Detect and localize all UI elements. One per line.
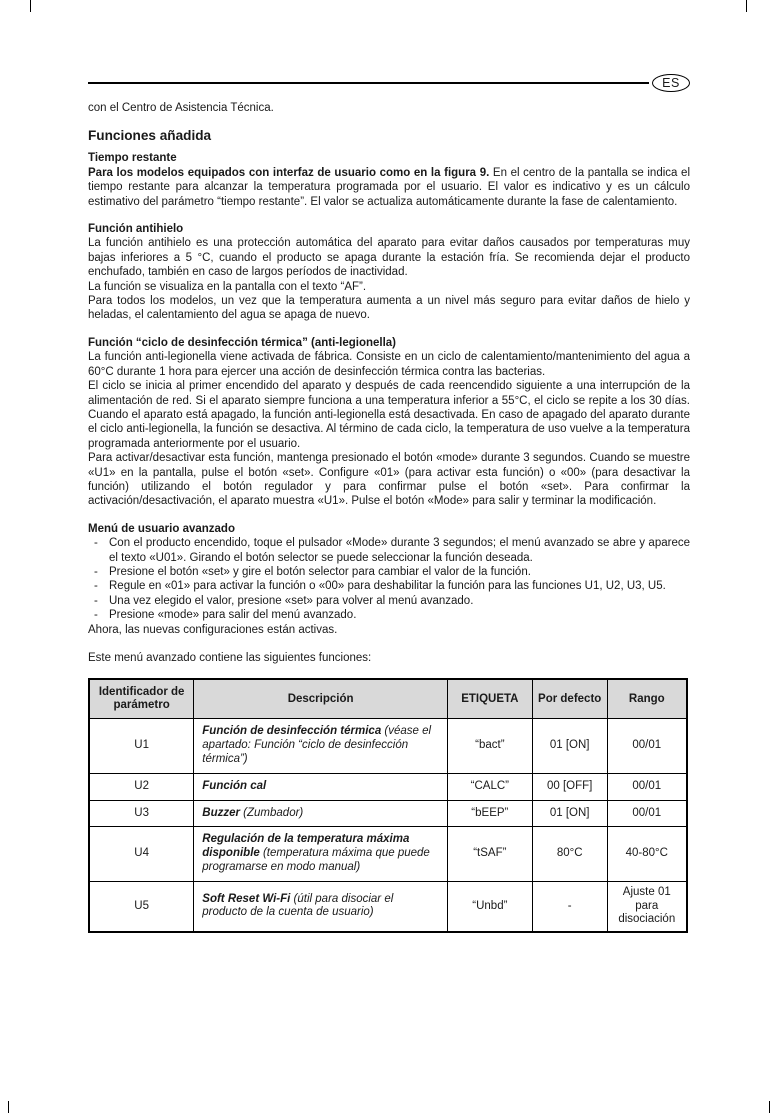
paragraph: La función antihielo es una protección automática del aparato para evitar daños causados por temperaturas muy bajas inferiores a 5 °C, cuando el producto se apaga durante la estación fría. Se recomienda dejar el producto enchufado, también en caso de largos períodos de inactividad.	[88, 237, 690, 279]
paragraph: La función se visualiza en la pantalla con el texto “AF”.	[88, 280, 367, 293]
section-menu-avanzado	[88, 522, 690, 666]
col-header-descripcion: Descripción	[194, 679, 448, 719]
list-item	[88, 579, 690, 593]
list-item-text: Con el producto encendido, toque el pulsador «Mode» durante 3 segundos; el menú avanzado se abre y aparece el texto «U01». Girando el botón selector se puede seleccionar la función deseada.	[109, 537, 690, 564]
description-bold: Función de desinfección térmica	[202, 725, 382, 738]
page-header	[88, 74, 690, 92]
crop-mark-icon	[30, 0, 31, 12]
cell-description	[194, 800, 448, 827]
description-italic	[202, 807, 303, 819]
cell-default: 80°C	[532, 827, 607, 881]
col-header-rango: Rango	[607, 679, 687, 719]
paragraph-lead-bold: Para los modelos equipados con interfaz de usuario como en la figura 9.	[88, 166, 490, 179]
table-header-row	[89, 679, 687, 719]
section-heading-tiempo-restante: Tiempo restante	[88, 152, 177, 165]
paragraph: Para activar/desactivar esta función, mantenga presionado el botón «mode» durante 3 segundos. Cuando se muestre «U1» en la pantalla, pulse el botón «set». Configure «01» (para activar esta función) o «00» (para desactivar la función) utilizando el botón regulador y para confirmar pulse el botón «set». Para confirmar la activación/desactivación, el aparato muestra «U1». Pulse el botón «Mode» para salir y terminar la modificación.	[88, 452, 690, 508]
description-bold: Soft Reset Wi-Fi	[202, 892, 291, 905]
paragraph: Para todos los modelos, un vez que la temperatura aumenta a un nivel más seguro para evitar daños de hielo y heladas, el calentamiento del agua se apaga de nuevo.	[88, 295, 690, 322]
cell-range: Ajuste 01 para disociación	[607, 881, 687, 932]
cell-param-id: U4	[89, 827, 194, 881]
table-row-u5	[89, 881, 687, 932]
header-rule	[88, 82, 649, 83]
description-bold: Función cal	[202, 779, 267, 792]
table-row-u2	[89, 773, 687, 800]
section-anti-legionella	[88, 336, 690, 509]
list-bullet: -	[94, 565, 98, 578]
crop-mark-icon	[746, 0, 747, 12]
cell-description	[194, 719, 448, 773]
section-heading-anti-legionella: Función “ciclo de desinfección térmica” (anti-legionella)	[88, 336, 397, 349]
advanced-menu-table	[88, 678, 688, 933]
description-bold: Regulación de la temperatura máxima disponible	[202, 833, 410, 860]
paragraph: El ciclo se inicia al primer encendido del aparato y después de cada reencendido siguiente a una interrupción de la alimentación de red. Si el aparato siempre funciona a una temperatura inferior a 55°C, el ciclo se repite a los 30 días. Cuando el aparato está apagado, la función anti-legionella está desactivada. En caso de apagado del aparato durante el ciclo anti-legionella, la función se desactiva. Al término de cada ciclo, la temperatura de uso vuelve a la temperatura programada anteriormente por el usuario.	[88, 380, 690, 450]
list-item	[88, 565, 690, 579]
paragraph-lead-rest: En el centro de la pantalla se indica el tiempo restante para alcanzar la temperatura programada por el usuario. El valor es indicativo y es un cálculo estimativo del parámetro “tiempo restante”. El valor se actualiza automáticamente durante la fase de calentamiento.	[88, 166, 690, 208]
description-rest: (temperatura máxima que puede programarse en modo manual)	[202, 847, 430, 873]
cell-default: -	[532, 881, 607, 932]
crop-mark-icon	[8, 1101, 9, 1113]
list-bullet: -	[94, 580, 98, 593]
list-item	[88, 608, 690, 622]
col-header-etiqueta: ETIQUETA	[447, 679, 532, 719]
cell-etiqueta: “bact”	[447, 719, 532, 773]
cell-etiqueta: “CALC”	[447, 773, 532, 800]
cell-param-id: U5	[89, 881, 194, 932]
col-header-identificador: Identificador de parámetro	[89, 679, 194, 719]
col-header-por-defecto: Por defecto	[532, 679, 607, 719]
description-italic	[202, 833, 430, 873]
cell-param-id: U3	[89, 800, 194, 827]
cell-param-id: U2	[89, 773, 194, 800]
table-row-u4	[89, 827, 687, 881]
cell-range: 40-80°C	[607, 827, 687, 881]
paragraph	[88, 166, 690, 209]
language-badge: ES	[652, 74, 690, 92]
table-row-u3	[89, 800, 687, 827]
description-italic	[202, 780, 266, 792]
description-rest: (véase el apartado: Función “ciclo de desinfección térmica”)	[202, 725, 432, 765]
cell-range: 00/01	[607, 800, 687, 827]
cell-default: 01 [ON]	[532, 800, 607, 827]
list-footer: Ahora, las nuevas configuraciones están activas.	[88, 623, 338, 636]
list-item	[88, 594, 690, 608]
cell-default: 01 [ON]	[532, 719, 607, 773]
section-antihielo	[88, 222, 690, 323]
table-intro: Este menú avanzado contiene las siguientes funciones:	[88, 652, 372, 664]
list-item-text: Regule en «01» para activar la función o «00» para deshabilitar la función para las funciones U1, U2, U3, U5.	[109, 580, 666, 593]
cell-etiqueta: “tSAF”	[447, 827, 532, 881]
description-rest: (Zumbador)	[239, 806, 304, 819]
cell-description	[194, 773, 448, 800]
cell-etiqueta: “bEEP”	[447, 800, 532, 827]
list-bullet: -	[94, 594, 98, 607]
table-row-u1	[89, 719, 687, 773]
cell-range: 00/01	[607, 773, 687, 800]
list-item	[88, 536, 690, 565]
list-item-text: Presione el botón «set» y gire el botón selector para cambiar el valor de la función.	[109, 565, 531, 578]
description-italic	[202, 893, 393, 919]
cell-default: 00 [OFF]	[532, 773, 607, 800]
page-content	[88, 74, 690, 933]
paragraph: La función anti-legionella viene activada de fábrica. Consiste en un ciclo de calentamiento/mantenimiento del agua a 60°C durante 1 hora para ejercer una acción de desinfección térmica contra las bacterias.	[88, 351, 690, 378]
description-rest: (útil para disociar el producto de la cuenta de usuario)	[202, 892, 394, 919]
page-title: Funciones añadida	[88, 128, 212, 144]
list-item-text: Presione «mode» para salir del menú avanzado.	[109, 609, 357, 622]
cell-description	[194, 827, 448, 881]
intro-line: con el Centro de Asistencia Técnica.	[88, 102, 274, 114]
cell-param-id: U1	[89, 719, 194, 773]
crop-mark-icon	[769, 1101, 770, 1113]
list-bullet: -	[94, 609, 98, 622]
cell-etiqueta: “Unbd”	[447, 881, 532, 932]
list-item-text: Una vez elegido el valor, presione «set» para volver al menú avanzado.	[109, 594, 474, 607]
cell-description	[194, 881, 448, 932]
section-tiempo-restante	[88, 151, 690, 209]
section-heading-menu-avanzado: Menú de usuario avanzado	[88, 522, 235, 535]
list-bullet: -	[94, 537, 98, 550]
section-heading-antihielo: Función antihielo	[88, 223, 184, 236]
description-bold: Buzzer	[202, 806, 240, 819]
cell-range: 00/01	[607, 719, 687, 773]
description-italic	[202, 725, 431, 765]
